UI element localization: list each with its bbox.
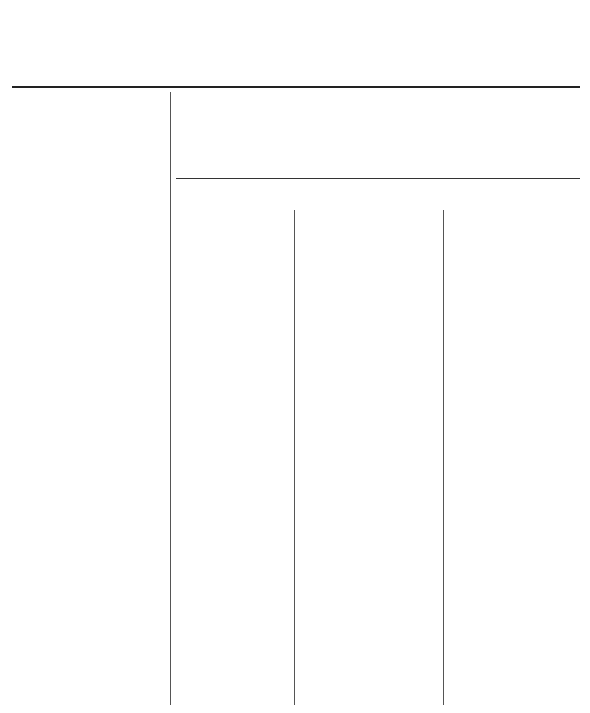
masthead-rule [12,86,580,88]
column-rule [443,210,444,705]
subhead [176,178,580,207]
masthead [14,8,576,78]
lead-block [176,96,580,176]
article-column-2 [298,210,438,705]
column-rule [294,210,295,705]
column-rule [170,92,171,705]
article-column-1 [448,210,580,705]
article-column-3 [176,210,290,705]
article-column-4 [12,96,164,705]
